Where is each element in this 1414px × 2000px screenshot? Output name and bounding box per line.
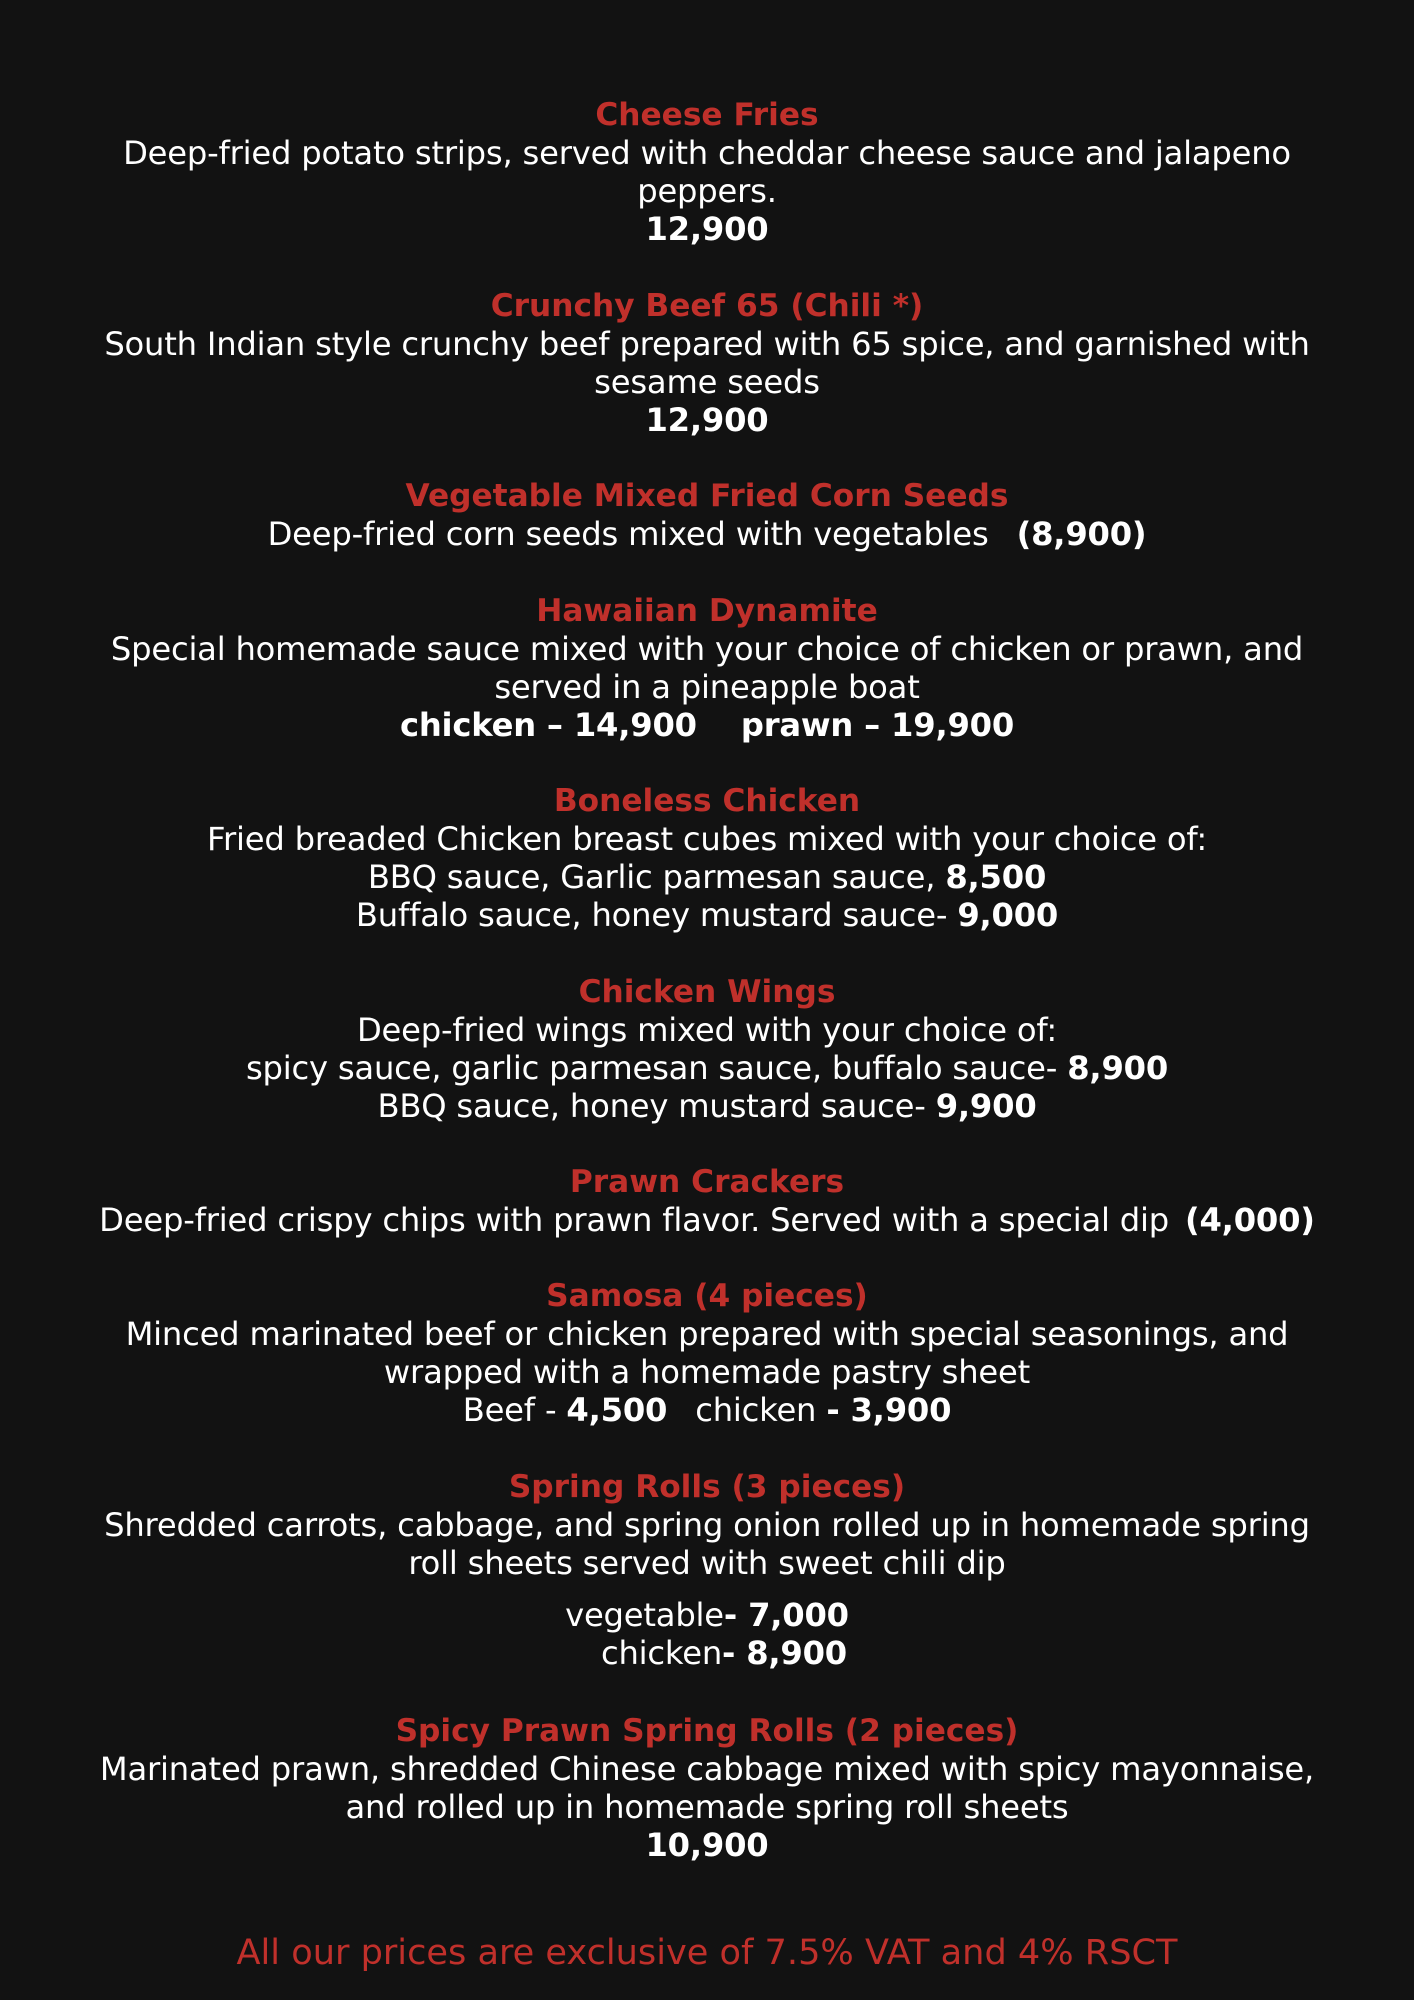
menu-item-boneless-chicken <box>0 782 1414 934</box>
item-description: wrapped with a homemade pastry sheet <box>383 1353 1031 1391</box>
item-description: roll sheets served with sweet chili dip <box>408 1544 1006 1582</box>
option-label: chicken <box>600 1634 723 1672</box>
item-price: (8,900) <box>1016 515 1147 553</box>
item-name: Prawn Crackers <box>569 1164 845 1200</box>
item-description: Deep-fried crispy chips with prawn flavor. Served with a special dip <box>99 1201 1169 1239</box>
item-description: Minced marinated beef or chicken prepared with special seasonings, and <box>125 1315 1289 1353</box>
item-price-line <box>0 1391 1414 1429</box>
option-price: - 3,900 <box>826 1391 952 1429</box>
item-price-line <box>0 706 1414 744</box>
item-description: Deep-fried potato strips, served with cheddar cheese sauce and jalapeno <box>123 134 1291 172</box>
item-description: sesame seeds <box>594 363 820 401</box>
item-description: Marinated prawn, shredded Chinese cabbage mixed with spicy mayonnaise, <box>99 1750 1315 1788</box>
option-price: 4,500 <box>566 1391 668 1429</box>
item-option <box>0 1634 1414 1672</box>
option-price: 9,900 <box>935 1087 1037 1125</box>
item-option <box>0 1087 1414 1125</box>
item-option <box>0 1596 1414 1634</box>
option-label: BBQ sauce, honey mustard sauce- <box>377 1087 926 1125</box>
menu-item-crunchy-beef-65 <box>0 287 1414 439</box>
item-option <box>0 1049 1414 1087</box>
option-price: - 7,000 <box>723 1596 849 1634</box>
item-name: Cheese Fries <box>595 97 819 133</box>
menu-item-spicy-prawn-spring-rolls <box>0 1712 1414 1864</box>
menu-item-samosa <box>0 1277 1414 1429</box>
menu-item-cheese-fries <box>0 96 1414 248</box>
item-price: (4,000) <box>1184 1201 1315 1239</box>
option-price: 9,000 <box>957 896 1059 934</box>
item-description: Special homemade sauce mixed with your choice of chicken or prawn, and <box>110 630 1304 668</box>
item-price: 12,900 <box>645 210 769 248</box>
menu-item-spring-rolls <box>0 1468 1414 1672</box>
option-label: vegetable <box>565 1596 724 1634</box>
item-description: served in a pineapple boat <box>494 668 920 706</box>
item-price: 10,900 <box>645 1826 769 1864</box>
item-name: Crunchy Beef 65 (Chili *) <box>490 288 924 324</box>
option-label: Beef - <box>462 1391 557 1429</box>
item-description: Deep-fried wings mixed with your choice of: <box>356 1011 1058 1049</box>
option-label: spicy sauce, garlic parmesan sauce, buffalo sauce- <box>245 1049 1058 1087</box>
item-description-line <box>0 515 1414 553</box>
menu-item-hawaiian-dynamite <box>0 592 1414 744</box>
option-label: Buffalo sauce, honey mustard sauce- <box>355 896 948 934</box>
vat-notice: All our prices are exclusive of 7.5% VAT and 4% RSCT <box>236 1932 1178 1973</box>
item-option <box>0 896 1414 934</box>
menu-item-vegetable-corn-seeds <box>0 477 1414 553</box>
item-price-prawn: prawn – 19,900 <box>740 706 1015 744</box>
item-name: Spicy Prawn Spring Rolls (2 pieces) <box>395 1713 1019 1749</box>
item-description: peppers. <box>637 172 777 210</box>
item-description: and rolled up in homemade spring roll sheets <box>345 1788 1069 1826</box>
item-description: Shredded carrots, cabbage, and spring onion rolled up in homemade spring <box>104 1506 1310 1544</box>
menu-item-chicken-wings <box>0 973 1414 1125</box>
option-price: - 8,900 <box>722 1634 848 1672</box>
option-price: 8,900 <box>1067 1049 1169 1087</box>
option-label: chicken <box>695 1391 817 1429</box>
item-price: 12,900 <box>645 401 769 439</box>
item-name: Spring Rolls (3 pieces) <box>508 1469 906 1505</box>
item-description-line <box>0 1201 1414 1239</box>
item-price-chicken: chicken – 14,900 <box>399 706 697 744</box>
item-name: Hawaiian Dynamite <box>536 593 878 629</box>
item-name: Chicken Wings <box>578 974 836 1010</box>
item-description: Fried breaded Chicken breast cubes mixed with your choice of: <box>206 820 1207 858</box>
item-name: Boneless Chicken <box>553 783 861 819</box>
option-label: BBQ sauce, Garlic parmesan sauce, <box>367 858 936 896</box>
item-option <box>0 858 1414 896</box>
item-name: Samosa (4 pieces) <box>546 1278 868 1314</box>
item-description: Deep-fried corn seeds mixed with vegetables <box>267 515 989 553</box>
item-name: Vegetable Mixed Fried Corn Seeds <box>405 478 1009 514</box>
option-price: 8,500 <box>945 858 1047 896</box>
item-description: South Indian style crunchy beef prepared with 65 spice, and garnished with <box>104 325 1310 363</box>
menu-item-prawn-crackers <box>0 1163 1414 1239</box>
